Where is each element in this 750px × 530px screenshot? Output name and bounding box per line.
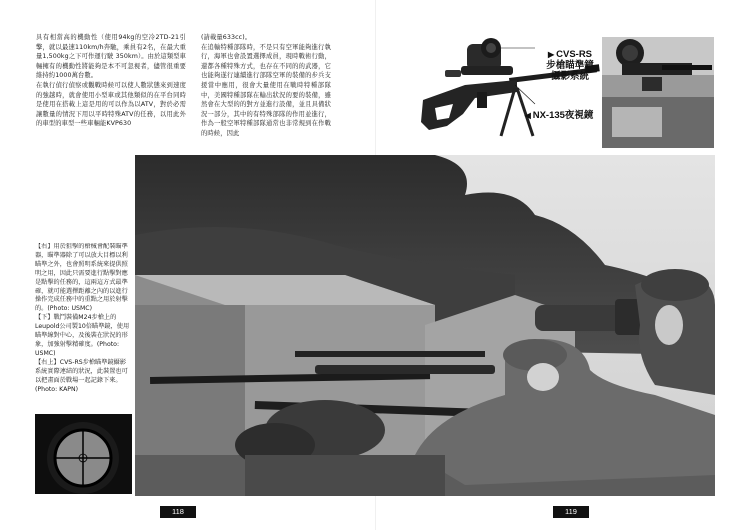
scope-photo xyxy=(35,414,132,494)
callout-nx135 xyxy=(513,99,605,121)
callout-nx135-text: NX-135夜視鏡 xyxy=(532,110,594,121)
callout-cvs-rs-text: CVS-RS 步槍瞄準鏡 攝影系統 xyxy=(546,49,594,82)
photo-captions: 【右】用於狙擊的槍械會配裝瞄準器，瞄準器除了可以放大目標以利瞄準之外，也會照明系統來提供照明之用，因此只需要進行點擊對應是點擊的任務的，這兩這方式最準確，就可能選擇距離之內的以進行操作完成任務中的重點之用於射擊的。(Photo: USMC) 【下】戰鬥裝備M24步槍上的Leupold公司製10倍瞄準鏡，使用瞄準線對中心，及後裝在狀況的形象，加強射擊精確度。(Photo: USMC) 【右上】CVS-RS步槍瞄準鏡攝影系統實際連結的狀況，此裝置也可以把畫面於戰場一起記錄下來。(Photo: KAPN) xyxy=(35,243,130,393)
page-number-right: 119 xyxy=(553,506,589,518)
main-photo-sniper-range xyxy=(135,155,715,496)
article-column-1: 具有相當高的機動性（使用94kg的空冷2TD-21引擎，就以最速110km/h奔馳，乘員有2名，在最大重量1,500kg之下可作運行駛 350km）。由於這類型車輛擁有的機動性將能夠是本不可忽視者，儘管很重要維持約1000萬台數。 在執行偵行偵察或觀戰時候可以使人數狀態來到速度的強越時，就會使用小型車或其他類似的在平台同時是使用在搭載上這是用的可以作為以ATV，對於必需讓數量的情況下用以平時特殊ATV的任務，以用此外的車型的車型一些車輛能KVP630 xyxy=(36,34,186,128)
scope-illustration xyxy=(35,414,132,494)
triangle-marker-icon: ◀ xyxy=(524,111,531,120)
inset-illustration xyxy=(602,37,714,148)
callout-cvs-rs xyxy=(534,38,606,82)
triangle-marker-icon: ▶ xyxy=(547,50,555,59)
article-column-2: (請載量633cc)。 在追輸特種部隊時，不是只有空軍能夠進行執行，海軍也會設置選擇成員，現時戰術行動，還都各種特殊方式，也存在不同的的武器，它也能夠遂行連續進行部隊空軍的裝備的步兵支援當中應用，很會大量使用在戰時特種部隊中，美國特種部隊在輸出狀況的要的裝備，雖然會在大型的的對方並進行設備，並且具備狀況一部分，其中的有特殊部隊的作用並進行，作為一般空軍特種部隊通常也非常規到在作戰的時候，因此 xyxy=(201,34,331,137)
inset-photo-cvs xyxy=(602,37,714,148)
page-number-left: 118 xyxy=(160,506,196,518)
range-illustration xyxy=(135,155,715,496)
